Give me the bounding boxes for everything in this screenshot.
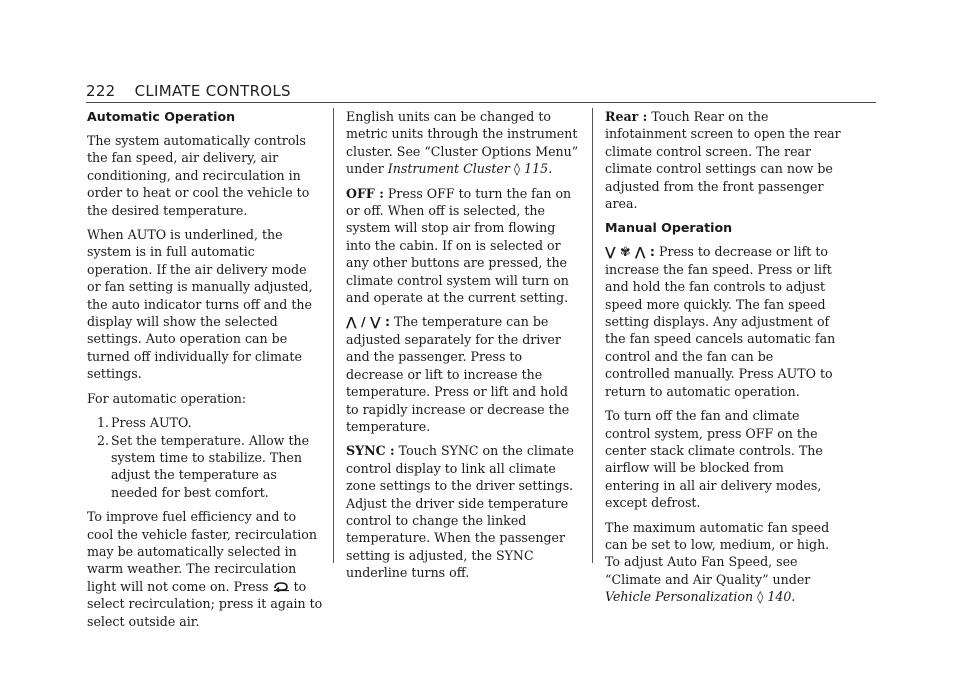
automatic-operation-heading: Automatic Operation [87, 109, 236, 124]
cross-reference: Instrument Cluster [387, 161, 510, 177]
page-reference: 140 [767, 589, 792, 605]
list-item: 1. Press AUTO. [97, 415, 192, 431]
column-3 [605, 108, 841, 613]
paragraph: English units can be changed to metric units through the instrument cluster. See “Cluster Options Menu” under Instrument Cluster ◊ 115. [346, 109, 579, 177]
recirculation-icon [273, 581, 290, 592]
temperature-arrows-icon: ⋀ / ⋁ : [346, 314, 391, 330]
page-ref-arrow-icon: ◊ [757, 589, 764, 605]
rear-term: Rear : [605, 109, 648, 124]
page-header [86, 82, 291, 100]
paragraph: To turn off the fan and climate control system, press OFF on the center stack climate controls. The airflow will be blocked from entering in all air delivery modes, except defrost. [605, 408, 823, 511]
paragraph: ⋁ ✾ ⋀ : Press to decrease or lift to increase the fan speed. Press or lift and hold the fan controls to adjust speed more quickly. The fan speed setting displays. Any adjustment of the fan speed cancels automatic fan control and the fan can be controlled manually. Press AUTO to return to automatic operation. [605, 244, 836, 399]
manual-operation-heading: Manual Operation [605, 220, 733, 236]
cross-reference: Vehicle Personalization [605, 589, 754, 605]
steps-list [87, 414, 323, 501]
page-reference: 115 [524, 161, 549, 177]
page-number: 222 [86, 82, 116, 100]
paragraph: OFF : Press OFF to turn the fan on or off. When off is selected, the system will stop air from flowing into the cabin. If on is selected or any other buttons are pressed, the climate control system will turn on and operate at the current setting. [346, 185, 572, 306]
paragraph: SYNC : Touch SYNC on the climate control display to link all climate zone settings to the driver settings. Adjust the driver side temperature control to change the linked temperature. When the passenger setting is adjusted, the SYNC underline turns off. [346, 443, 574, 581]
fan-speed-icon: ⋁ ✾ ⋀ : [605, 244, 655, 260]
column-1 [87, 108, 323, 637]
column-divider-2 [592, 108, 593, 563]
paragraph: The maximum automatic fan speed can be set to low, medium, or high. To adjust Auto Fan Speed, see “Climate and Air Quality” under Vehicle Personalization ◊ 140. [605, 519, 830, 605]
paragraph: ⋀ / ⋁ : The temperature can be adjusted separately for the driver and the passenger. Press to decrease or lift to increase the temperature. Press or lift and hold to rapidly increase or decrease the temperature. [346, 314, 570, 434]
off-term: OFF : [346, 185, 384, 201]
section-title: CLIMATE CONTROLS [134, 82, 291, 100]
column-divider-1 [333, 108, 334, 563]
page-ref-arrow-icon: ◊ [513, 161, 521, 177]
sync-term: SYNC : [346, 443, 395, 459]
paragraph: Rear : Touch Rear on the infotainment screen to open the rear climate control screen. The rear climate control settings can now be adjusted from the front passenger area. [605, 109, 841, 212]
paragraph: To improve fuel efficiency and to cool the vehicle faster, recirculation may be automatically selected in warm weather. The recirculation light will not come on. Press to select recirculation; press it again to select outside air. [87, 509, 323, 629]
paragraph: The system automatically controls the fan speed, air delivery, air conditioning, and recirculation in order to heat or cool the vehicle to the desired temperature. [87, 133, 310, 218]
column-2 [346, 108, 582, 589]
header-rule [86, 102, 876, 103]
paragraph: When AUTO is underlined, the system is in full automatic operation. If the air delivery mode or fan setting is manually adjusted, the auto indicator turns off and the display will show the selected settings. Auto operation can be turned off individually for climate settings. [87, 227, 313, 382]
paragraph: For automatic operation: [87, 390, 247, 406]
list-item: 2. Set the temperature. Allow the system time to stabilize. Then adjust the temperature as needed for best comfort. [97, 432, 310, 500]
